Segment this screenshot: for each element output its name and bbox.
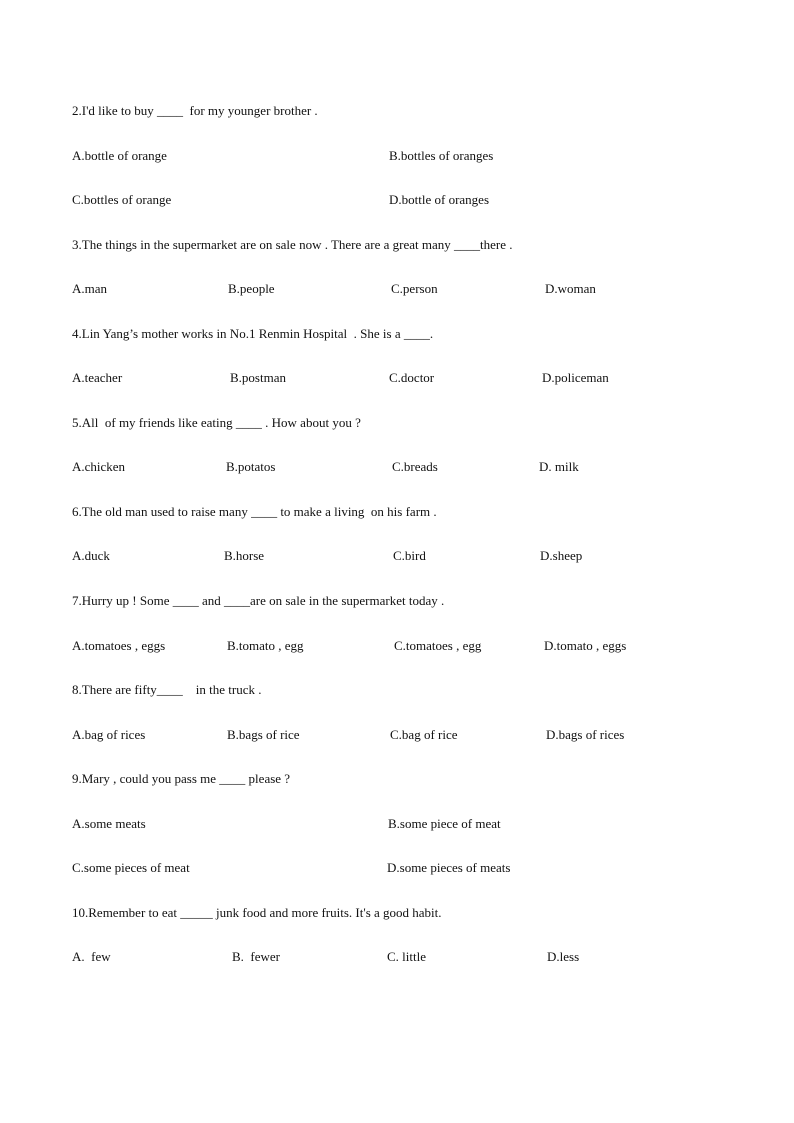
question-3-stem: 3.The things in the supermarket are on sale now . There are a great many ____there . [72,237,513,252]
question-2-option-a[interactable]: A.bottle of orange [72,148,167,163]
question-9-stem: 9.Mary , could you pass me ____ please ? [72,771,291,786]
question-3-option-c[interactable]: C.person [391,281,438,296]
question-3-option-d[interactable]: D.woman [545,281,596,296]
question-10-option-d[interactable]: D.less [547,949,580,964]
question-4-option-a[interactable]: A.teacher [72,370,123,385]
question-10-option-b[interactable]: B. fewer [232,949,281,964]
question-3-option-b[interactable]: B.people [228,281,275,296]
question-6-option-d[interactable]: D.sheep [540,548,583,563]
question-4-stem: 4.Lin Yang’s mother works in No.1 Renmin Hospital . She is a ____. [72,326,434,341]
question-10-stem: 10.Remember to eat _____ junk food and more fruits. It's a good habit. [72,905,442,920]
question-6-option-b[interactable]: B.horse [224,548,265,563]
question-2-option-d[interactable]: D.bottle of oranges [389,192,490,207]
question-7-option-b[interactable]: B.tomato , egg [227,638,304,653]
question-5-option-b[interactable]: B.potatos [226,459,276,474]
question-9-option-d[interactable]: D.some pieces of meats [387,860,511,875]
question-7-option-d[interactable]: D.tomato , eggs [544,638,627,653]
question-5-stem: 5.All of my friends like eating ____ . How about you ? [72,415,361,430]
question-5-option-d[interactable]: D. milk [539,459,579,474]
question-7-option-c[interactable]: C.tomatoes , egg [394,638,482,653]
question-9-option-b[interactable]: B.some piece of meat [388,816,501,831]
question-6-option-a[interactable]: A.duck [72,548,110,563]
question-4-option-d[interactable]: D.policeman [542,370,609,385]
question-9-option-c[interactable]: C.some pieces of meat [72,860,190,875]
question-10-option-c[interactable]: C. little [387,949,426,964]
question-8-option-a[interactable]: A.bag of rices [72,727,146,742]
question-8-option-d[interactable]: D.bags of rices [546,727,625,742]
question-8-option-c[interactable]: C.bag of rice [390,727,458,742]
question-7-stem: 7.Hurry up ! Some ____ and ____are on sale in the supermarket today . [72,593,445,608]
question-5-option-c[interactable]: C.breads [392,459,438,474]
question-6-option-c[interactable]: C.bird [393,548,426,563]
question-3-option-a[interactable]: A.man [72,281,108,296]
question-8-option-b[interactable]: B.bags of rice [227,727,300,742]
question-8-stem: 8.There are fifty____ in the truck . [72,682,262,697]
question-5-option-a[interactable]: A.chicken [72,459,126,474]
question-2-option-c[interactable]: C.bottles of orange [72,192,172,207]
question-9-option-a[interactable]: A.some meats [72,816,146,831]
question-10-option-a[interactable]: A. few [72,949,111,964]
question-2-option-b[interactable]: B.bottles of oranges [389,148,494,163]
question-7-option-a[interactable]: A.tomatoes , eggs [72,638,166,653]
question-4-option-c[interactable]: C.doctor [389,370,435,385]
question-6-stem: 6.The old man used to raise many ____ to make a living on his farm . [72,504,437,519]
question-2-stem: 2.I'd like to buy ____ for my younger brother . [72,103,318,118]
question-4-option-b[interactable]: B.postman [230,370,286,385]
